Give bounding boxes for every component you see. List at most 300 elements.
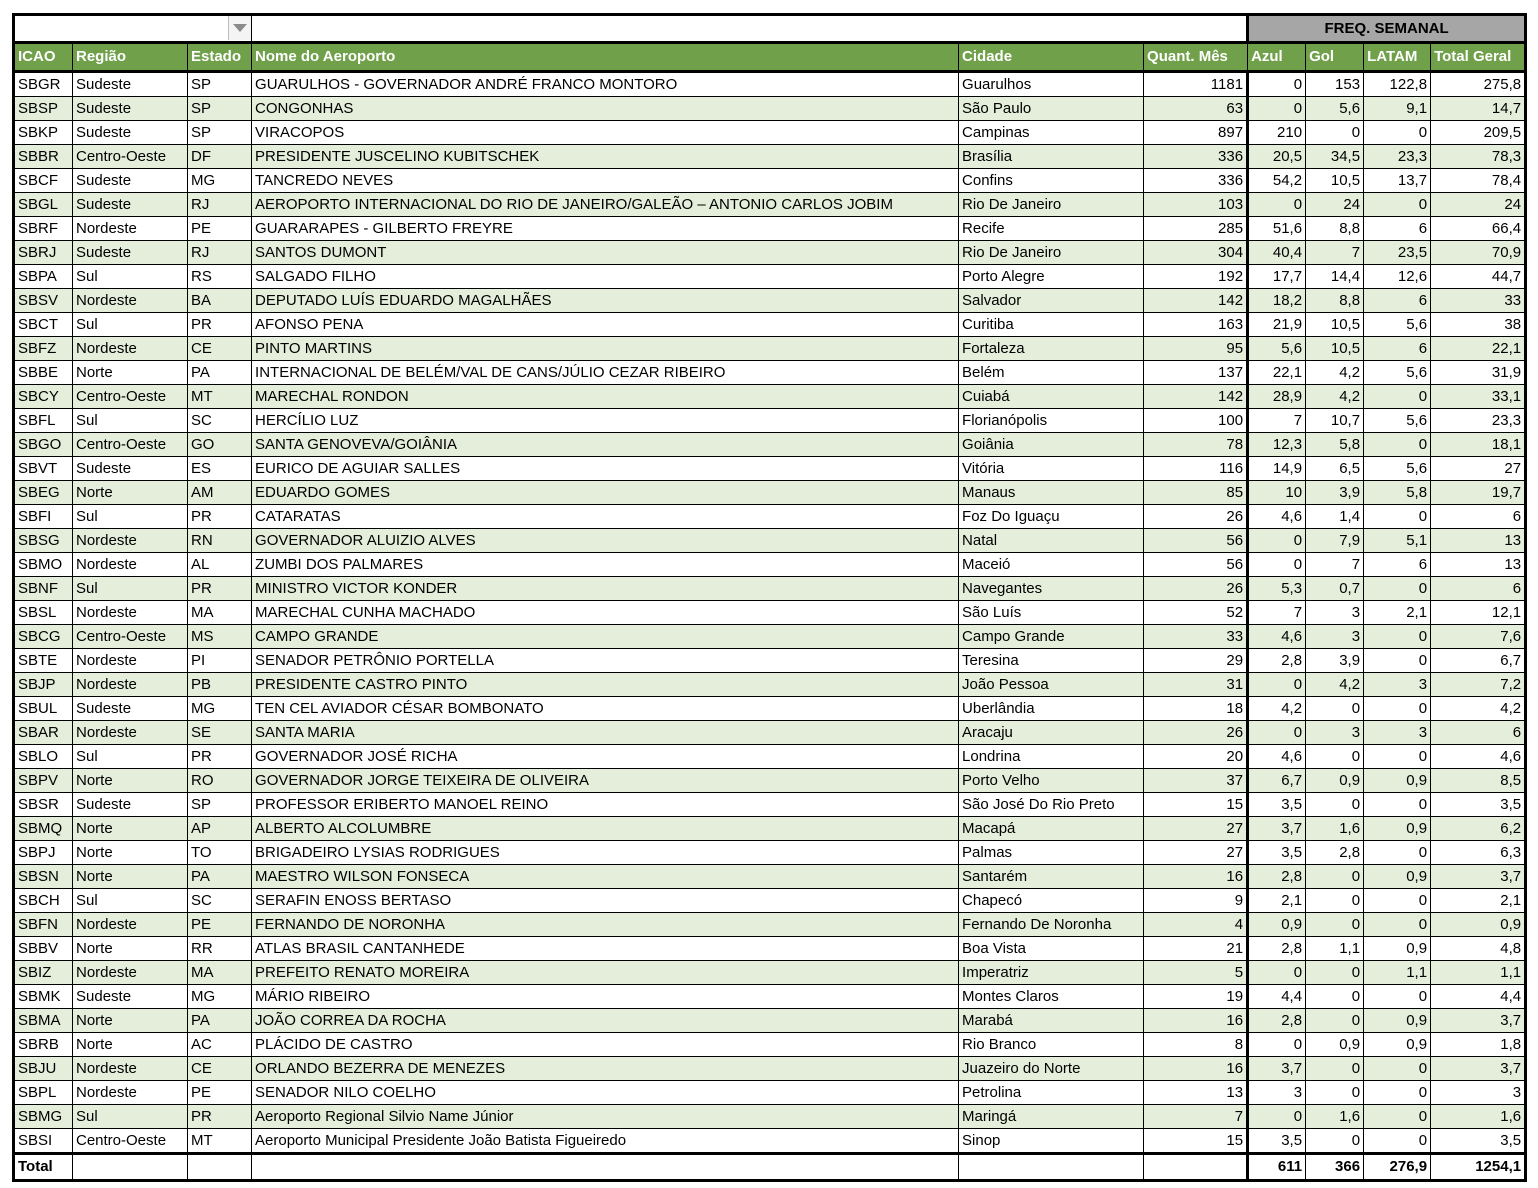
cell-total-geral[interactable]: 13 [1431, 553, 1526, 577]
cell-total-geral[interactable]: 4,4 [1431, 985, 1526, 1009]
cell-total-geral[interactable]: 209,5 [1431, 121, 1526, 145]
total-total-geral[interactable]: 1254,1 [1431, 1154, 1526, 1181]
cell-estado[interactable]: AM [188, 481, 252, 505]
cell-gol[interactable]: 0,9 [1306, 1033, 1364, 1057]
cell-quant-mes[interactable]: 26 [1144, 505, 1248, 529]
total-empty-cell[interactable] [1144, 1154, 1248, 1181]
cell-cidade[interactable]: Guarulhos [959, 72, 1144, 97]
cell-cidade[interactable]: Macapá [959, 817, 1144, 841]
header-azul[interactable]: Azul [1248, 43, 1306, 72]
cell-azul[interactable]: 0,9 [1248, 913, 1306, 937]
cell-cidade[interactable]: João Pessoa [959, 673, 1144, 697]
cell-quant-mes[interactable]: 33 [1144, 625, 1248, 649]
cell-icao[interactable]: SBPL [14, 1081, 73, 1105]
cell-cidade[interactable]: Campo Grande [959, 625, 1144, 649]
cell-azul[interactable]: 0 [1248, 1105, 1306, 1129]
cell-estado[interactable]: PA [188, 1009, 252, 1033]
cell-total-geral[interactable]: 66,4 [1431, 217, 1526, 241]
cell-icao[interactable]: SBUL [14, 697, 73, 721]
cell-azul[interactable]: 40,4 [1248, 241, 1306, 265]
cell-regiao[interactable]: Sul [73, 265, 188, 289]
cell-nome-aeroporto[interactable]: MARECHAL RONDON [252, 385, 959, 409]
cell-regiao[interactable]: Nordeste [73, 601, 188, 625]
cell-azul[interactable]: 2,8 [1248, 1009, 1306, 1033]
cell-icao[interactable]: SBSN [14, 865, 73, 889]
total-label[interactable]: Total [14, 1154, 73, 1181]
cell-regiao[interactable]: Nordeste [73, 913, 188, 937]
cell-quant-mes[interactable]: 103 [1144, 193, 1248, 217]
cell-gol[interactable]: 0 [1306, 121, 1364, 145]
cell-azul[interactable]: 3,5 [1248, 793, 1306, 817]
cell-regiao[interactable]: Sul [73, 889, 188, 913]
cell-gol[interactable]: 0 [1306, 889, 1364, 913]
cell-estado[interactable]: MG [188, 169, 252, 193]
cell-icao[interactable]: SBJU [14, 1057, 73, 1081]
cell-estado[interactable]: SC [188, 409, 252, 433]
cell-nome-aeroporto[interactable]: Aeroporto Regional Silvio Name Júnior [252, 1105, 959, 1129]
cell-cidade[interactable]: Belém [959, 361, 1144, 385]
cell-estado[interactable]: MS [188, 625, 252, 649]
cell-latam[interactable]: 0 [1364, 745, 1431, 769]
cell-azul[interactable]: 0 [1248, 721, 1306, 745]
cell-azul[interactable]: 3 [1248, 1081, 1306, 1105]
cell-regiao[interactable]: Sul [73, 409, 188, 433]
cell-latam[interactable]: 5,6 [1364, 457, 1431, 481]
cell-gol[interactable]: 0 [1306, 1129, 1364, 1154]
cell-gol[interactable]: 0 [1306, 865, 1364, 889]
cell-total-geral[interactable]: 22,1 [1431, 337, 1526, 361]
cell-regiao[interactable]: Nordeste [73, 529, 188, 553]
cell-icao[interactable]: SBJP [14, 673, 73, 697]
cell-nome-aeroporto[interactable]: HERCÍLIO LUZ [252, 409, 959, 433]
total-empty-cell[interactable] [73, 1154, 188, 1181]
cell-regiao[interactable]: Sudeste [73, 169, 188, 193]
cell-regiao[interactable]: Sudeste [73, 193, 188, 217]
cell-nome-aeroporto[interactable]: PRESIDENTE CASTRO PINTO [252, 673, 959, 697]
cell-cidade[interactable]: Porto Alegre [959, 265, 1144, 289]
filter-dropdown[interactable] [14, 15, 252, 43]
cell-total-geral[interactable]: 33,1 [1431, 385, 1526, 409]
cell-gol[interactable]: 10,7 [1306, 409, 1364, 433]
cell-quant-mes[interactable]: 137 [1144, 361, 1248, 385]
cell-total-geral[interactable]: 3,7 [1431, 1009, 1526, 1033]
cell-azul[interactable]: 4,2 [1248, 697, 1306, 721]
header-estado[interactable]: Estado [188, 43, 252, 72]
cell-gol[interactable]: 153 [1306, 72, 1364, 97]
cell-azul[interactable]: 0 [1248, 961, 1306, 985]
cell-nome-aeroporto[interactable]: PRESIDENTE JUSCELINO KUBITSCHEK [252, 145, 959, 169]
cell-quant-mes[interactable]: 13 [1144, 1081, 1248, 1105]
cell-cidade[interactable]: Petrolina [959, 1081, 1144, 1105]
cell-azul[interactable]: 22,1 [1248, 361, 1306, 385]
cell-quant-mes[interactable]: 26 [1144, 577, 1248, 601]
cell-gol[interactable]: 6,5 [1306, 457, 1364, 481]
cell-nome-aeroporto[interactable]: GOVERNADOR JORGE TEIXEIRA DE OLIVEIRA [252, 769, 959, 793]
cell-regiao[interactable]: Sudeste [73, 457, 188, 481]
cell-gol[interactable]: 5,6 [1306, 97, 1364, 121]
cell-icao[interactable]: SBBR [14, 145, 73, 169]
header-total-geral[interactable]: Total Geral [1431, 43, 1526, 72]
cell-estado[interactable]: PE [188, 913, 252, 937]
cell-gol[interactable]: 10,5 [1306, 313, 1364, 337]
cell-quant-mes[interactable]: 31 [1144, 673, 1248, 697]
cell-latam[interactable]: 122,8 [1364, 72, 1431, 97]
cell-estado[interactable]: AP [188, 817, 252, 841]
cell-nome-aeroporto[interactable]: CATARATAS [252, 505, 959, 529]
cell-azul[interactable]: 4,6 [1248, 625, 1306, 649]
cell-azul[interactable]: 4,4 [1248, 985, 1306, 1009]
cell-gol[interactable]: 0 [1306, 697, 1364, 721]
cell-total-geral[interactable]: 6 [1431, 577, 1526, 601]
cell-nome-aeroporto[interactable]: DEPUTADO LUÍS EDUARDO MAGALHÃES [252, 289, 959, 313]
cell-estado[interactable]: MA [188, 961, 252, 985]
cell-icao[interactable]: SBGR [14, 72, 73, 97]
cell-cidade[interactable]: Teresina [959, 649, 1144, 673]
cell-icao[interactable]: SBIZ [14, 961, 73, 985]
cell-latam[interactable]: 0 [1364, 385, 1431, 409]
cell-nome-aeroporto[interactable]: GUARULHOS - GOVERNADOR ANDRÉ FRANCO MONTORO [252, 72, 959, 97]
cell-quant-mes[interactable]: 15 [1144, 1129, 1248, 1154]
cell-estado[interactable]: RO [188, 769, 252, 793]
cell-quant-mes[interactable]: 897 [1144, 121, 1248, 145]
cell-nome-aeroporto[interactable]: JOÃO CORREA DA ROCHA [252, 1009, 959, 1033]
cell-latam[interactable]: 6 [1364, 337, 1431, 361]
cell-azul[interactable]: 21,9 [1248, 313, 1306, 337]
cell-regiao[interactable]: Norte [73, 865, 188, 889]
cell-total-geral[interactable]: 14,7 [1431, 97, 1526, 121]
cell-gol[interactable]: 0 [1306, 913, 1364, 937]
cell-azul[interactable]: 0 [1248, 72, 1306, 97]
cell-latam[interactable]: 0,9 [1364, 817, 1431, 841]
cell-regiao[interactable]: Sudeste [73, 121, 188, 145]
cell-icao[interactable]: SBCT [14, 313, 73, 337]
cell-cidade[interactable]: São Paulo [959, 97, 1144, 121]
cell-regiao[interactable]: Centro-Oeste [73, 145, 188, 169]
cell-regiao[interactable]: Nordeste [73, 961, 188, 985]
cell-icao[interactable]: SBFZ [14, 337, 73, 361]
cell-latam[interactable]: 0 [1364, 697, 1431, 721]
cell-estado[interactable]: PR [188, 745, 252, 769]
cell-gol[interactable]: 1,4 [1306, 505, 1364, 529]
cell-latam[interactable]: 0 [1364, 625, 1431, 649]
cell-latam[interactable]: 0,9 [1364, 1033, 1431, 1057]
cell-total-geral[interactable]: 18,1 [1431, 433, 1526, 457]
cell-nome-aeroporto[interactable]: ORLANDO BEZERRA DE MENEZES [252, 1057, 959, 1081]
cell-nome-aeroporto[interactable]: ATLAS BRASIL CANTANHEDE [252, 937, 959, 961]
cell-nome-aeroporto[interactable]: FERNANDO DE NORONHA [252, 913, 959, 937]
cell-regiao[interactable]: Norte [73, 1009, 188, 1033]
cell-estado[interactable]: RR [188, 937, 252, 961]
cell-estado[interactable]: PR [188, 313, 252, 337]
cell-icao[interactable]: SBBV [14, 937, 73, 961]
cell-regiao[interactable]: Nordeste [73, 217, 188, 241]
cell-cidade[interactable]: Rio De Janeiro [959, 241, 1144, 265]
cell-cidade[interactable]: Aracaju [959, 721, 1144, 745]
header-cidade[interactable]: Cidade [959, 43, 1144, 72]
cell-total-geral[interactable]: 27 [1431, 457, 1526, 481]
cell-total-geral[interactable]: 7,2 [1431, 673, 1526, 697]
cell-regiao[interactable]: Norte [73, 937, 188, 961]
cell-regiao[interactable]: Nordeste [73, 1081, 188, 1105]
cell-azul[interactable]: 0 [1248, 193, 1306, 217]
cell-cidade[interactable]: São José Do Rio Preto [959, 793, 1144, 817]
cell-total-geral[interactable]: 19,7 [1431, 481, 1526, 505]
cell-gol[interactable]: 34,5 [1306, 145, 1364, 169]
cell-cidade[interactable]: Recife [959, 217, 1144, 241]
cell-total-geral[interactable]: 1,6 [1431, 1105, 1526, 1129]
total-empty-cell[interactable] [252, 1154, 959, 1181]
cell-estado[interactable]: SP [188, 72, 252, 97]
cell-cidade[interactable]: Uberlândia [959, 697, 1144, 721]
cell-icao[interactable]: SBMO [14, 553, 73, 577]
cell-regiao[interactable]: Nordeste [73, 673, 188, 697]
cell-nome-aeroporto[interactable]: CONGONHAS [252, 97, 959, 121]
cell-estado[interactable]: SE [188, 721, 252, 745]
cell-nome-aeroporto[interactable]: ZUMBI DOS PALMARES [252, 553, 959, 577]
cell-icao[interactable]: SBRF [14, 217, 73, 241]
cell-total-geral[interactable]: 23,3 [1431, 409, 1526, 433]
cell-total-geral[interactable]: 38 [1431, 313, 1526, 337]
cell-azul[interactable]: 0 [1248, 1033, 1306, 1057]
cell-estado[interactable]: MA [188, 601, 252, 625]
cell-regiao[interactable]: Nordeste [73, 721, 188, 745]
cell-cidade[interactable]: Chapecó [959, 889, 1144, 913]
cell-nome-aeroporto[interactable]: GUARARAPES - GILBERTO FREYRE [252, 217, 959, 241]
cell-latam[interactable]: 23,5 [1364, 241, 1431, 265]
cell-latam[interactable]: 0,9 [1364, 937, 1431, 961]
cell-regiao[interactable]: Sudeste [73, 241, 188, 265]
cell-total-geral[interactable]: 1,8 [1431, 1033, 1526, 1057]
cell-quant-mes[interactable]: 7 [1144, 1105, 1248, 1129]
cell-regiao[interactable]: Sudeste [73, 793, 188, 817]
cell-quant-mes[interactable]: 16 [1144, 1009, 1248, 1033]
cell-azul[interactable]: 4,6 [1248, 505, 1306, 529]
cell-nome-aeroporto[interactable]: SERAFIN ENOSS BERTASO [252, 889, 959, 913]
cell-cidade[interactable]: Marabá [959, 1009, 1144, 1033]
cell-regiao[interactable]: Sul [73, 1105, 188, 1129]
cell-icao[interactable]: SBBE [14, 361, 73, 385]
cell-gol[interactable]: 1,6 [1306, 1105, 1364, 1129]
cell-azul[interactable]: 0 [1248, 97, 1306, 121]
cell-quant-mes[interactable]: 37 [1144, 769, 1248, 793]
cell-icao[interactable]: SBTE [14, 649, 73, 673]
cell-gol[interactable]: 7,9 [1306, 529, 1364, 553]
cell-icao[interactable]: SBSP [14, 97, 73, 121]
cell-regiao[interactable]: Centro-Oeste [73, 385, 188, 409]
cell-icao[interactable]: SBCH [14, 889, 73, 913]
cell-gol[interactable]: 4,2 [1306, 673, 1364, 697]
cell-estado[interactable]: PE [188, 217, 252, 241]
cell-gol[interactable]: 1,6 [1306, 817, 1364, 841]
cell-icao[interactable]: SBCG [14, 625, 73, 649]
header-gol[interactable]: Gol [1306, 43, 1364, 72]
cell-latam[interactable]: 0 [1364, 193, 1431, 217]
cell-total-geral[interactable]: 24 [1431, 193, 1526, 217]
cell-latam[interactable]: 6 [1364, 217, 1431, 241]
cell-latam[interactable]: 0 [1364, 913, 1431, 937]
cell-regiao[interactable]: Norte [73, 769, 188, 793]
cell-azul[interactable]: 0 [1248, 553, 1306, 577]
cell-estado[interactable]: PB [188, 673, 252, 697]
cell-total-geral[interactable]: 6,7 [1431, 649, 1526, 673]
cell-icao[interactable]: SBMG [14, 1105, 73, 1129]
cell-cidade[interactable]: Salvador [959, 289, 1144, 313]
cell-azul[interactable]: 3,5 [1248, 841, 1306, 865]
cell-quant-mes[interactable]: 192 [1144, 265, 1248, 289]
cell-estado[interactable]: ES [188, 457, 252, 481]
cell-cidade[interactable]: Londrina [959, 745, 1144, 769]
cell-azul[interactable]: 2,1 [1248, 889, 1306, 913]
cell-nome-aeroporto[interactable]: PINTO MARTINS [252, 337, 959, 361]
header-nome-aeroporto[interactable]: Nome do Aeroporto [252, 43, 959, 72]
cell-quant-mes[interactable]: 304 [1144, 241, 1248, 265]
cell-estado[interactable]: GO [188, 433, 252, 457]
cell-icao[interactable]: SBRJ [14, 241, 73, 265]
cell-icao[interactable]: SBPJ [14, 841, 73, 865]
cell-quant-mes[interactable]: 26 [1144, 721, 1248, 745]
cell-estado[interactable]: PI [188, 649, 252, 673]
total-azul[interactable]: 611 [1248, 1154, 1306, 1181]
cell-estado[interactable]: SP [188, 793, 252, 817]
cell-icao[interactable]: SBMA [14, 1009, 73, 1033]
cell-regiao[interactable]: Nordeste [73, 553, 188, 577]
cell-icao[interactable]: SBSR [14, 793, 73, 817]
cell-nome-aeroporto[interactable]: PLÁCIDO DE CASTRO [252, 1033, 959, 1057]
cell-nome-aeroporto[interactable]: ALBERTO ALCOLUMBRE [252, 817, 959, 841]
cell-estado[interactable]: RS [188, 265, 252, 289]
cell-total-geral[interactable]: 3,5 [1431, 1129, 1526, 1154]
cell-quant-mes[interactable]: 27 [1144, 841, 1248, 865]
cell-latam[interactable]: 6 [1364, 289, 1431, 313]
cell-cidade[interactable]: São Luís [959, 601, 1144, 625]
cell-latam[interactable]: 0 [1364, 889, 1431, 913]
cell-regiao[interactable]: Sudeste [73, 97, 188, 121]
cell-estado[interactable]: PR [188, 505, 252, 529]
cell-icao[interactable]: SBMQ [14, 817, 73, 841]
cell-cidade[interactable]: Foz Do Iguaçu [959, 505, 1144, 529]
cell-latam[interactable]: 0 [1364, 1057, 1431, 1081]
cell-estado[interactable]: SC [188, 889, 252, 913]
cell-quant-mes[interactable]: 85 [1144, 481, 1248, 505]
cell-icao[interactable]: SBEG [14, 481, 73, 505]
cell-icao[interactable]: SBCY [14, 385, 73, 409]
cell-icao[interactable]: SBPA [14, 265, 73, 289]
cell-icao[interactable]: SBRB [14, 1033, 73, 1057]
total-empty-cell[interactable] [959, 1154, 1144, 1181]
header-regiao[interactable]: Região [73, 43, 188, 72]
cell-gol[interactable]: 4,2 [1306, 385, 1364, 409]
cell-total-geral[interactable]: 275,8 [1431, 72, 1526, 97]
cell-regiao[interactable]: Sul [73, 745, 188, 769]
cell-nome-aeroporto[interactable]: SENADOR NILO COELHO [252, 1081, 959, 1105]
cell-cidade[interactable]: Imperatriz [959, 961, 1144, 985]
cell-gol[interactable]: 0,7 [1306, 577, 1364, 601]
cell-quant-mes[interactable]: 336 [1144, 169, 1248, 193]
cell-total-geral[interactable]: 8,5 [1431, 769, 1526, 793]
cell-quant-mes[interactable]: 63 [1144, 97, 1248, 121]
cell-quant-mes[interactable]: 56 [1144, 553, 1248, 577]
cell-total-geral[interactable]: 33 [1431, 289, 1526, 313]
cell-azul[interactable]: 10 [1248, 481, 1306, 505]
total-empty-cell[interactable] [188, 1154, 252, 1181]
cell-azul[interactable]: 2,8 [1248, 865, 1306, 889]
cell-latam[interactable]: 0 [1364, 1081, 1431, 1105]
cell-latam[interactable]: 0,9 [1364, 1009, 1431, 1033]
cell-regiao[interactable]: Norte [73, 481, 188, 505]
cell-quant-mes[interactable]: 95 [1144, 337, 1248, 361]
cell-quant-mes[interactable]: 29 [1144, 649, 1248, 673]
cell-azul[interactable]: 12,3 [1248, 433, 1306, 457]
cell-azul[interactable]: 4,6 [1248, 745, 1306, 769]
cell-icao[interactable]: SBSG [14, 529, 73, 553]
cell-estado[interactable]: CE [188, 1057, 252, 1081]
cell-quant-mes[interactable]: 19 [1144, 985, 1248, 1009]
cell-cidade[interactable]: Brasília [959, 145, 1144, 169]
filter-dropdown-button[interactable] [228, 16, 251, 40]
cell-quant-mes[interactable]: 56 [1144, 529, 1248, 553]
cell-total-geral[interactable]: 4,8 [1431, 937, 1526, 961]
cell-icao[interactable]: SBSL [14, 601, 73, 625]
cell-quant-mes[interactable]: 20 [1144, 745, 1248, 769]
cell-icao[interactable]: SBVT [14, 457, 73, 481]
cell-regiao[interactable]: Nordeste [73, 649, 188, 673]
cell-gol[interactable]: 0 [1306, 1057, 1364, 1081]
cell-azul[interactable]: 3,5 [1248, 1129, 1306, 1154]
cell-azul[interactable]: 5,6 [1248, 337, 1306, 361]
cell-icao[interactable]: SBAR [14, 721, 73, 745]
cell-icao[interactable]: SBKP [14, 121, 73, 145]
cell-nome-aeroporto[interactable]: SANTA GENOVEVA/GOIÂNIA [252, 433, 959, 457]
cell-cidade[interactable]: Rio Branco [959, 1033, 1144, 1057]
cell-gol[interactable]: 5,8 [1306, 433, 1364, 457]
cell-quant-mes[interactable]: 142 [1144, 385, 1248, 409]
cell-gol[interactable]: 8,8 [1306, 289, 1364, 313]
cell-total-geral[interactable]: 4,6 [1431, 745, 1526, 769]
cell-nome-aeroporto[interactable]: EURICO DE AGUIAR SALLES [252, 457, 959, 481]
cell-nome-aeroporto[interactable]: SANTA MARIA [252, 721, 959, 745]
cell-estado[interactable]: BA [188, 289, 252, 313]
cell-gol[interactable]: 1,1 [1306, 937, 1364, 961]
cell-gol[interactable]: 24 [1306, 193, 1364, 217]
cell-total-geral[interactable]: 13 [1431, 529, 1526, 553]
cell-latam[interactable]: 0 [1364, 577, 1431, 601]
cell-quant-mes[interactable]: 21 [1144, 937, 1248, 961]
cell-total-geral[interactable]: 3,5 [1431, 793, 1526, 817]
cell-cidade[interactable]: Porto Velho [959, 769, 1144, 793]
cell-nome-aeroporto[interactable]: MINISTRO VICTOR KONDER [252, 577, 959, 601]
cell-azul[interactable]: 3,7 [1248, 1057, 1306, 1081]
cell-azul[interactable]: 0 [1248, 673, 1306, 697]
cell-regiao[interactable]: Centro-Oeste [73, 1129, 188, 1154]
cell-regiao[interactable]: Sul [73, 577, 188, 601]
cell-quant-mes[interactable]: 78 [1144, 433, 1248, 457]
cell-cidade[interactable]: Confins [959, 169, 1144, 193]
cell-regiao[interactable]: Nordeste [73, 289, 188, 313]
cell-quant-mes[interactable]: 142 [1144, 289, 1248, 313]
cell-nome-aeroporto[interactable]: PREFEITO RENATO MOREIRA [252, 961, 959, 985]
cell-regiao[interactable]: Norte [73, 361, 188, 385]
cell-quant-mes[interactable]: 1181 [1144, 72, 1248, 97]
cell-quant-mes[interactable]: 27 [1144, 817, 1248, 841]
cell-gol[interactable]: 10,5 [1306, 337, 1364, 361]
cell-total-geral[interactable]: 6,3 [1431, 841, 1526, 865]
cell-estado[interactable]: PA [188, 865, 252, 889]
cell-nome-aeroporto[interactable]: EDUARDO GOMES [252, 481, 959, 505]
cell-regiao[interactable]: Centro-Oeste [73, 625, 188, 649]
cell-nome-aeroporto[interactable]: MARECHAL CUNHA MACHADO [252, 601, 959, 625]
cell-total-geral[interactable]: 6 [1431, 505, 1526, 529]
cell-cidade[interactable]: Vitória [959, 457, 1144, 481]
